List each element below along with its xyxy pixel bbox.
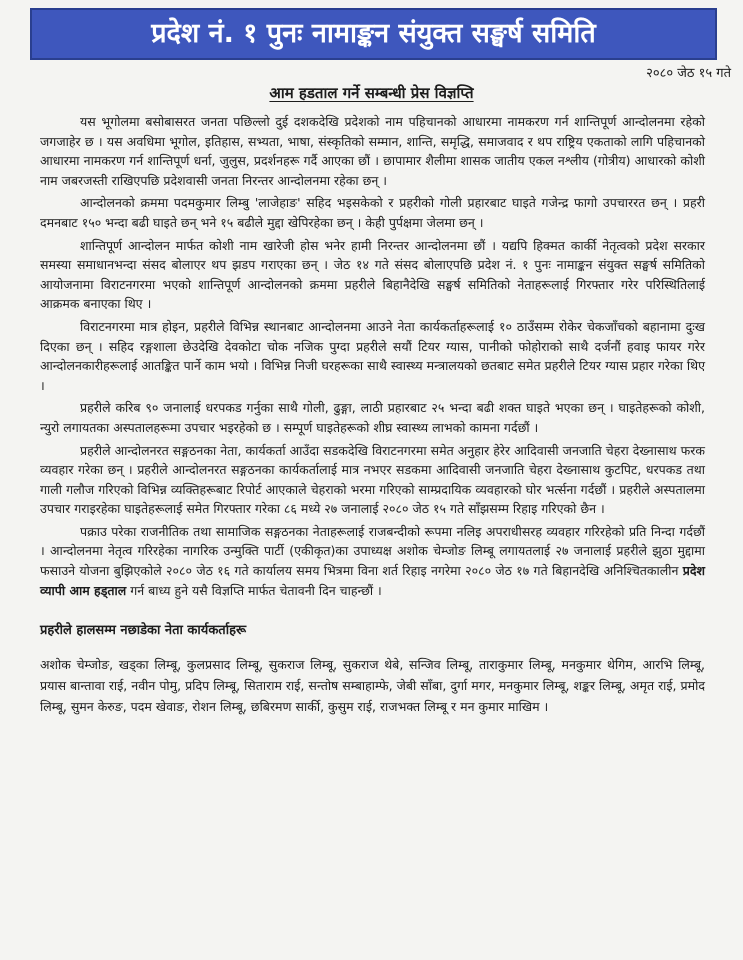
paragraph-4: विराटनगरमा मात्र होइन, प्रहरीले विभिन्न स्थानबाट आन्दोलनमा आउने नेता कार्यकर्ताहरूलाई १० ठाउँसम्म रोकेर चेकजाँचको बहानामा दुःख दिएका छन् । सहिद रङ्गशाला छेउदेखि देवकोटा चोक नजिक पुग्दा प्रहरीले सयौं टियर ग्यास, पानीको फोहोराको साथै दर्जनौं हवाइ फायर गरेर आन्दोलनकारीहरूलाई आतङ्कित पार्ने काम भयो । विभिन्न निजी घरहरूका साथै स्वास्थ्य मन्त्रालयको छतबाट समेत प्रहरीले टियर ग्यास प्रहार गरेका थिए । bbox=[40, 318, 705, 393]
paragraph-7 bbox=[40, 522, 705, 600]
paragraph-1: यस भूगोलमा बसोबासरत जनता पछिल्लो दुई दशकदेखि प्रदेशको नाम पहिचानको आधारमा नामकरण गर्न शान्तिपूर्ण आन्दोलनमा रहेको जगजाहेर छ । यस अवधिमा भूगोल, इतिहास, सभ्यता, भाषा, संस्कृतिको सम्मान, शान्ति, समृद्धि, समाजवाद र थप राष्ट्रिय एकताको लागि पहिचानको आधारमा नामकरण गर्न शान्तिपूर्ण धर्ना, जुलुस, प्रदर्शनहरू गर्दै आएका छौं । छापामार शैलीमा शासक जातीय एकल नश्लीय (गोत्रीय) आधारको कोशी नाम जबरजस्ती राखिएपछि प्रदेशवासी जनता निरन्तर आन्दोलनमा रहेका छन् । bbox=[40, 114, 705, 188]
subtitle-text: आम हडताल गर्ने सम्बन्धी प्रेस विज्ञप्ति bbox=[269, 84, 474, 102]
press-body bbox=[40, 112, 705, 717]
detained-section-title: प्रहरीले हालसम्म नछाडेका नेता कार्यकर्ताहरू bbox=[40, 623, 247, 639]
press-subtitle bbox=[0, 83, 743, 103]
closing-text: गर्न बाध्य हुने यसै विज्ञप्ति मार्फत चेतावनी दिन चाहन्छौं । bbox=[126, 582, 382, 598]
paragraph-2: आन्दोलनको क्रममा पदमकुमार लिम्बु 'लाजेहाङ' सहिद भइसकेको र प्रहरीको गोली प्रहारबाट घाइते गजेन्द्र फागो उपचाररत छन् । प्रहरी दमनबाट १५० भन्दा बढी घाइते छन् भने १५ बढीले मुद्दा खेपिरहेका छन् । केही पुर्पक्षमा जेलमा छन् । bbox=[40, 195, 705, 230]
header-banner: प्रदेश नं. १ पुनः नामाङ्कन संयुक्त सङ्घर्ष समिति bbox=[30, 8, 717, 60]
paragraph-3: शान्तिपूर्ण आन्दोलन मार्फत कोशी नाम खारेजी होस भनेर हामी निरन्तर आन्दोलनमा छौं । यद्यपि हिक्मत कार्की नेतृत्वको प्रदेश सरकार समस्या समाधानभन्दा संसद बोलाएर थप झडप गराएका छन् । जेठ १४ गते संसद बोलाएपछि प्रदेश नं. १ पुनः नामाङ्कन संयुक्त सङ्घर्ष समितिको आयोजनामा विराटनगरमा भएको शान्तिपूर्ण आन्दोलनको क्रममा प्रहरीले बिहानैदेखि सङ्घर्ष समितिको नेताहरूलाई गिरफ्तार गरेर परिस्थितिलाई आक्रमक बनाएका थिए । bbox=[40, 237, 705, 312]
paragraph-6: प्रहरीले आन्दोलनरत सङ्गठनका नेता, कार्यकर्ता आउँदा सडकदेखि विराटनगरमा समेत अनुहार हेरेर आदिवासी जनजाति चेहरा देख्नासाथ फरक व्यवहार गरेका छन् । प्रहरीले आन्दोलनरत सङ्गठनका कार्यकर्तालाई मात्र नभएर सडकमा आदिवासी जनजाति चेहरा देख्नासाथ कुटपिट, धरपकड तथा गाली गलौज गरिएको विभिन्न व्यक्तिहरूबाट रिपोर्ट आएकाले चेहराको भरमा गरिएको साम्प्रदायिक व्यवहारको घोर भर्त्सना गर्दछौं । प्रहरीले अस्पतालमा उपचार गराइरहेका घाइतेहरूलाई समेत गिरफ्तार गरेका ८६ मध्ये २७ जनालाई २०८० जेठ १५ गते साँझसम्म रिहाइ गरिएको छैन । bbox=[40, 442, 705, 517]
paragraph-5: प्रहरीले करिब ९० जनालाई धरपकड गर्नुका साथै गोली, ढुङ्गा, लाठी प्रहारबाट २५ भन्दा बढी शक्त घाइते भएका छन् । घाइतेहरूको कोशी, न्युरो लगायतका अस्पतालहरूमा उपचार भइरहेको छ । सम्पूर्ण घाइतेहरूको शीघ्र स्वास्थ्य लाभको कामना गर्दछौं । bbox=[40, 400, 705, 435]
press-date: २०८० जेठ १५ गते bbox=[646, 66, 731, 81]
strike-announcement: प्रदेश व्यापी आम हड्ताल bbox=[40, 563, 705, 598]
detained-names-list: अशोक चेम्जोङ, खड्का लिम्बू, कुलप्रसाद लिम्बू, सुकराज लिम्बू, सुकराज थेबे, सन्जिव लिम्बू, ताराकुमार लिम्बू, मनकुमार थेगिम, आरभि लिम्बू, प्रयास बान्तावा राई, नवीन पोमु, प्रदिप लिम्बू, सिताराम राई, सन्तोष सम्बाहाम्फे, जेबी साँबा, दुर्गा मगर, मनकुमार लिम्बू, शङ्कर लिम्बू, अमृत राई, प्रमोद लिम्बू, सुमन केरुङ, पदम खेवाङ, रोशन लिम्बू, छबिरमण सार्की, कुसुम राई, राजभक्त लिम्बू र मन कुमार माखिम । bbox=[40, 657, 705, 715]
paragraph-7-text: पक्राउ परेका राजनीतिक तथा सामाजिक सङ्गठनका नेताहरूलाई राजबन्दीको रूपमा नलिइ अपराधीसरह व्यवहार गरिरहेको प्रति निन्दा गर्दछौं । आन्दोलनमा नेतृत्व गरिरहेका नागरिक उन्मुक्ति पार्टी (एकीकृत)का उपाध्यक्ष अशोक चेम्जोङ लिम्बू लगायतलाई २७ जनालाई प्रहरीले झुठा मुद्दामा फसाउने योजना बुझिएकोले २०८० जेठ १६ गते कार्यालय समय भित्रमा विना शर्त रिहाइ नगरेमा २०८० जेठ १७ गते बिहानदेखि अनिश्चितकालीन bbox=[40, 523, 705, 579]
